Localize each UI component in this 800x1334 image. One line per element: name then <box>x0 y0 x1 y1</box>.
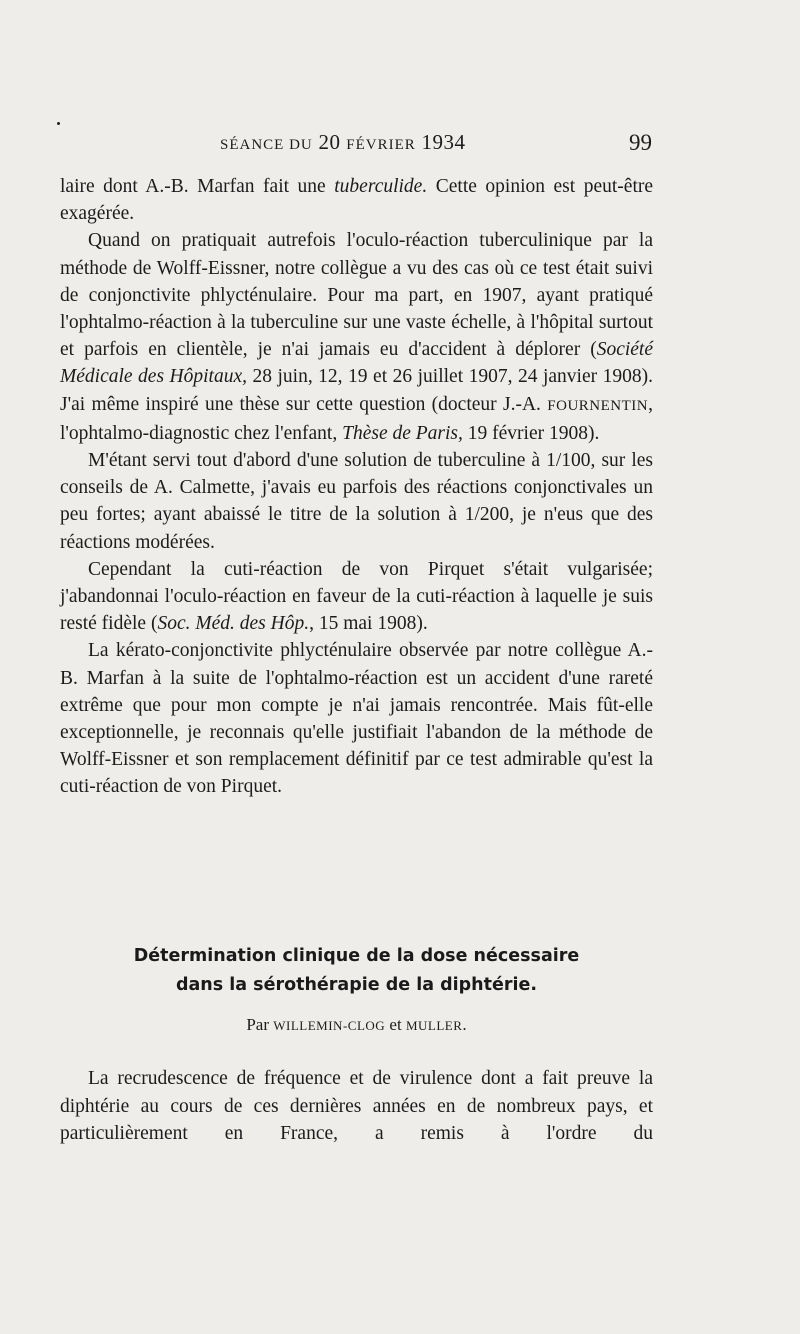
paragraph-3 <box>60 447 653 556</box>
text-run: , 15 mai 1908). <box>309 613 428 635</box>
section-intro-paragraph: La recrudescence de fréquence et de virulence dont a fait preuve la diphtérie au cours de ces dernières années en de nombreux pays, et particulièrement en France, a remis à l'ordre du <box>60 1068 653 1144</box>
page-number: 99 <box>629 130 652 155</box>
text-run: M'étant servi tout d'abord d'une solution de tuberculine à 1/100, sur les conseils de A. Calmette, j'avais eu parfois des réactions conjonctivales un peu fortes; ayant abaissé le titre de la solution à 1/200, je n'eus que des réactions modérées. <box>60 450 653 553</box>
paragraph-4 <box>60 556 653 638</box>
text-run: Cependant la cuti-réaction de von Pirquet s'était vulgarisée; j'abandonnai l'oculo-réaction en faveur de la cuti-réaction à laquelle je suis resté fidèle ( <box>60 558 653 635</box>
byline-join: et <box>389 1015 402 1034</box>
text-run: La kérato-conjonctivite phlycténulaire observée par notre collègue A.-B. Marfan à la suite de l'ophtalmo-réaction est un accident d'une rareté extrême que pour mon compte je n'ai jamais rencontrée. Mais fût-elle exceptionnelle, je reconnais qu'elle justifiait l'abandon de la méthode de Wolff-Eissner et son remplacement définitif par ce test admirable qu'est la cuti-réaction de von Pirquet. <box>60 640 653 798</box>
running-head <box>0 128 800 162</box>
text-run: 19 février 1908). <box>462 422 600 444</box>
running-head-title <box>220 130 466 155</box>
author-name: FOURNENTIN <box>547 397 649 414</box>
section-heading-line-1: Détermination clinique de la dose nécessaire <box>133 946 580 966</box>
byline-end: . <box>462 1015 467 1034</box>
paragraph-1 <box>60 173 653 227</box>
running-head-day: 20 <box>318 130 341 154</box>
byline-prefix: Par <box>246 1015 269 1034</box>
text-run: laire dont A.-B. Marfan fait une <box>60 176 335 197</box>
text-run: Quand on pratiquait autrefois l'oculo-réaction tuberculinique par la méthode de Wolff-Eissner, notre collègue a vu des cas où ce test était suivi de conjonctivite phlycténulaire. Pour ma part, en 1907, ayant pratiqué l'ophtalmo-réaction à la tuberculine sur une vaste échelle, à l'hôpital surtout et parfois en clientèle, je n'ai jamais eu d'accident à déplorer ( <box>60 230 653 361</box>
text-run: Cette opinion est peut-être exagérée. <box>60 176 654 225</box>
section-heading <box>60 942 653 1000</box>
thesis-citation: Thèse de Paris, <box>342 422 463 444</box>
author-1: WILLEMIN-CLOG <box>273 1018 386 1033</box>
running-head-prefix: SÉANCE DU <box>220 137 313 153</box>
main-text <box>60 173 653 801</box>
section-text <box>60 1065 653 1148</box>
text-run: 28 juin, 12, 19 et 26 juillet 1907, 24 janvier 1908). J'ai même inspiré une thèse sur cette question (docteur J.-A. <box>60 366 653 415</box>
journal-citation: Soc. Méd. des Hôp. <box>157 613 310 635</box>
byline <box>60 1015 653 1035</box>
text-run: , l'ophtalmo-diagnostic chez l'enfant, <box>60 393 653 444</box>
running-head-year: 1934 <box>421 130 466 154</box>
paragraph-2 <box>60 227 653 447</box>
journal-citation: Société Médicale des Hôpitaux, <box>60 339 653 388</box>
running-head-month: FÉVRIER <box>346 137 416 153</box>
section-heading-line-2: dans la sérothérapie de la diphtérie. <box>175 975 538 995</box>
paragraph-5 <box>60 637 653 800</box>
italic-term: tuberculide. <box>334 176 428 197</box>
author-2: MULLER <box>405 1018 463 1033</box>
ink-speck <box>57 122 60 125</box>
